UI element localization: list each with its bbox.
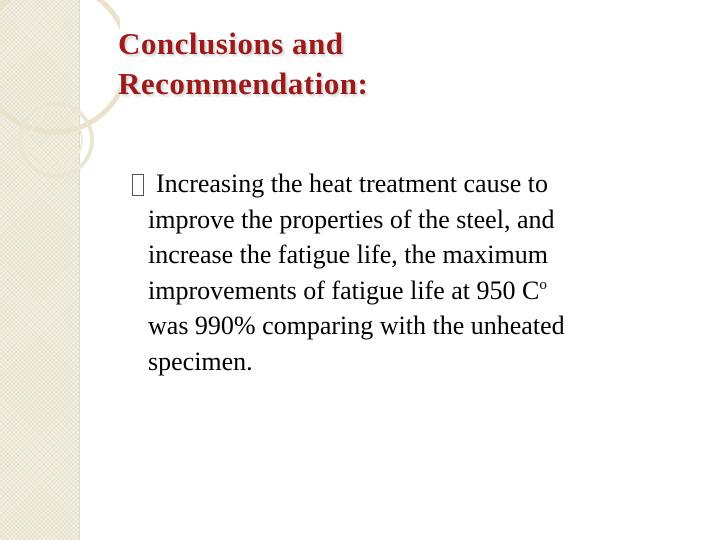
bullet-line-4: improvements of fatigue life at 950 C bbox=[148, 275, 540, 305]
bullet-line-5: was 990% comparing with the unheated bbox=[148, 311, 565, 340]
slide-title-line-1: Conclusions and bbox=[118, 26, 344, 61]
slide-title bbox=[118, 24, 368, 104]
bullet-line-1: Increasing the heat treatment cause to bbox=[156, 169, 548, 198]
degree-superscript: o bbox=[539, 276, 547, 293]
bullet-line-4-wrapper bbox=[148, 273, 680, 309]
bullet-line-6: specimen. bbox=[148, 346, 253, 376]
decorative-ring-large bbox=[0, 0, 120, 132]
decorative-rings bbox=[0, 0, 120, 220]
bullet-line-3: increase the fatigue life, the maximum bbox=[148, 240, 548, 269]
decorative-ring-inner bbox=[30, 114, 82, 166]
bullet-item bbox=[120, 166, 680, 379]
slide-body bbox=[120, 166, 680, 379]
bullet-line-2: improve the properties of the steel, and bbox=[148, 204, 555, 234]
slide-title-line-2: Recommendation: bbox=[118, 66, 369, 101]
